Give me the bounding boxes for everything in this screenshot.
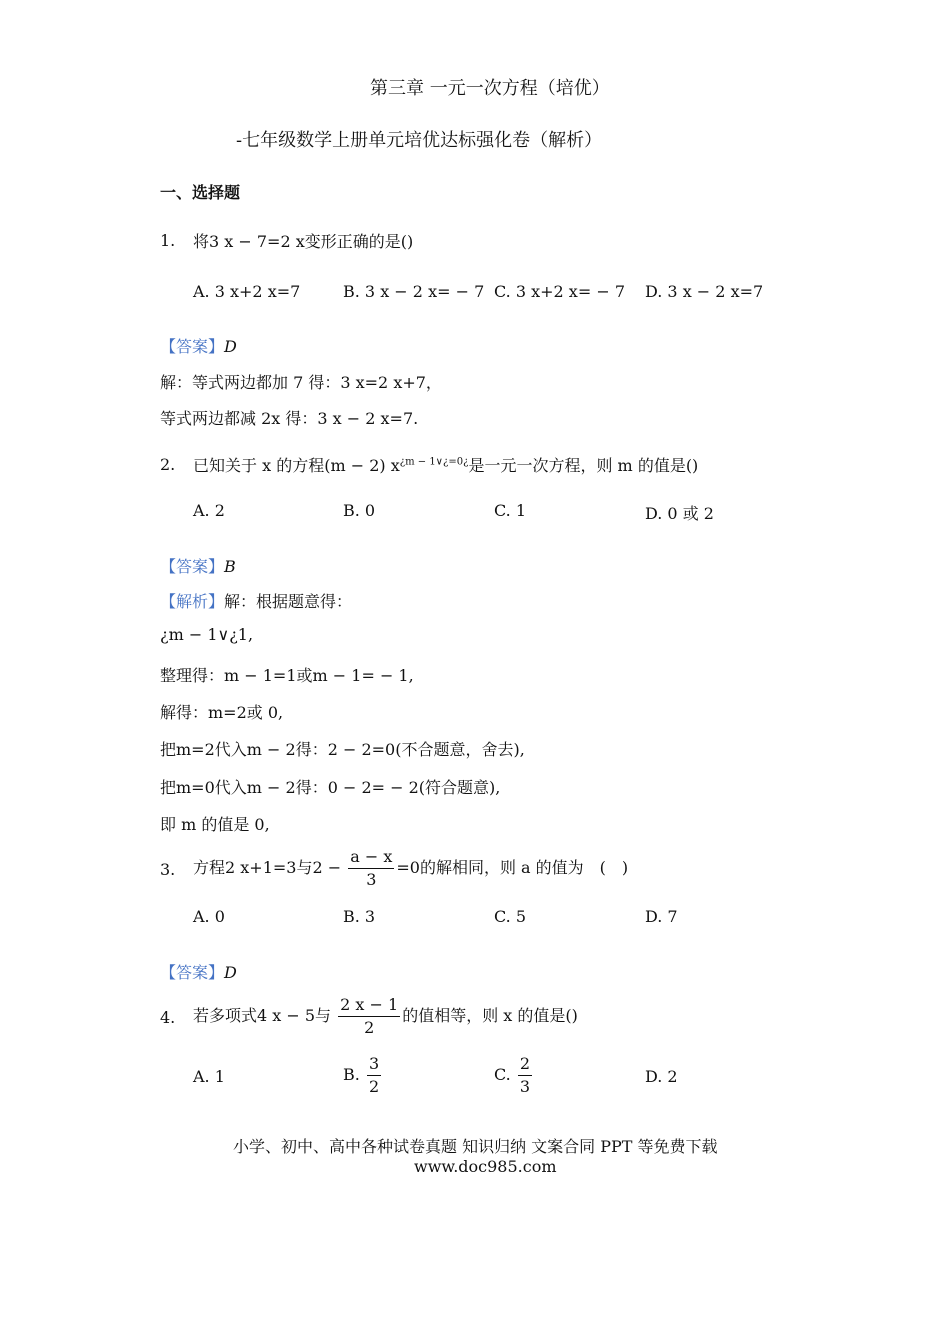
option-d: D. 3 x − 2 x=7	[645, 282, 764, 301]
answer-value: D	[224, 963, 237, 982]
option-b: B. 0	[343, 501, 376, 520]
question-number: 3.	[160, 860, 176, 879]
fraction	[348, 846, 394, 891]
stem-part: 若多项式4 x − 5与	[193, 1006, 332, 1025]
option-b: B. 3	[343, 907, 376, 926]
solution-line: ¿m − 1∨¿1,	[160, 625, 254, 644]
stem-part: =0的解相同，则 a 的值为 ( )	[396, 858, 629, 877]
fraction	[338, 994, 400, 1039]
question-stem: 将3 x − 7=2 x变形正确的是()	[193, 232, 414, 251]
option-b: B. 3 x − 2 x= − 7	[343, 282, 485, 301]
option-d: D. 2	[645, 1067, 678, 1086]
footer-link[interactable]: www.doc985.com	[414, 1157, 557, 1176]
option-d: D. 0 或 2	[645, 504, 714, 523]
option-c: C. 5	[494, 907, 527, 926]
analysis-line	[160, 589, 352, 612]
question-number: 2.	[160, 455, 176, 474]
option-b	[343, 1053, 383, 1098]
footer-text: 小学、初中、高中各种试卷真题 知识归纳 文案合同 PPT 等免费下载	[233, 1137, 718, 1156]
option-d: D. 7	[645, 907, 678, 926]
section-heading: 一、选择题	[160, 183, 241, 202]
solution-line: 整理得：m − 1=1或m − 1= − 1,	[160, 666, 414, 685]
answer-line	[160, 960, 237, 983]
question-number: 1.	[160, 231, 176, 250]
answer-tag: 【答案】	[160, 963, 225, 982]
solution-line: 即 m 的值是 0,	[160, 815, 270, 834]
solution-line: 解：等式两边都加 7 得：3 x=2 x+7，	[160, 373, 442, 392]
option-a: A. 3 x+2 x=7	[193, 282, 301, 301]
option-c: C. 1	[494, 501, 527, 520]
exponent: ¿m − 1∨¿=0¿	[399, 456, 469, 468]
analysis-text: 解：根据题意得：	[224, 592, 353, 611]
fraction	[367, 1053, 381, 1098]
option-label: C.	[494, 1065, 511, 1084]
stem-part: 已知关于 x 的方程(m − 2) x	[193, 456, 400, 475]
analysis-tag: 【解析】	[160, 592, 225, 611]
option-a: A. 2	[193, 501, 225, 520]
fraction-numerator: 3	[367, 1053, 381, 1076]
fraction-denominator: 3	[366, 870, 377, 889]
stem-part: 的值相等，则 x 的值是()	[402, 1006, 578, 1025]
fraction-numerator: a − x	[348, 846, 394, 869]
page-subtitle: -七年级数学上册单元培优达标强化卷（解析）	[236, 130, 603, 151]
option-a: A. 0	[193, 907, 225, 926]
answer-value: D	[224, 337, 237, 356]
question-stem	[193, 453, 698, 476]
fraction-denominator: 2	[368, 1077, 380, 1096]
option-c: C. 3 x+2 x= − 7	[494, 282, 625, 301]
answer-line	[160, 334, 237, 357]
stem-part: 方程2 x+1=3与2 −	[193, 858, 342, 877]
answer-tag: 【答案】	[160, 337, 225, 356]
fraction-numerator: 2 x − 1	[338, 994, 400, 1017]
answer-tag: 【答案】	[160, 557, 225, 576]
solution-line: 解得：m=2或 0,	[160, 703, 284, 722]
option-c	[494, 1053, 534, 1098]
solution-line: 等式两边都减 2x 得：3 x − 2 x=7.	[160, 409, 419, 428]
question-stem	[193, 994, 578, 1039]
option-a: A. 1	[193, 1067, 225, 1086]
question-stem	[193, 846, 628, 891]
fraction-denominator: 2	[364, 1018, 375, 1037]
fraction-denominator: 3	[519, 1077, 531, 1096]
answer-value: B	[224, 557, 236, 576]
option-label: B.	[343, 1065, 360, 1084]
stem-part: 是一元一次方程，则 m 的值是()	[468, 456, 699, 475]
fraction-numerator: 2	[518, 1053, 532, 1076]
solution-line: 把m=2代入m − 2得：2 − 2=0(不合题意，舍去),	[160, 740, 525, 759]
answer-line	[160, 554, 236, 577]
question-number: 4.	[160, 1008, 176, 1027]
solution-line: 把m=0代入m − 2得：0 − 2= − 2(符合题意),	[160, 778, 501, 797]
page-title: 第三章 一元一次方程（培优）	[370, 78, 610, 99]
fraction	[518, 1053, 532, 1098]
